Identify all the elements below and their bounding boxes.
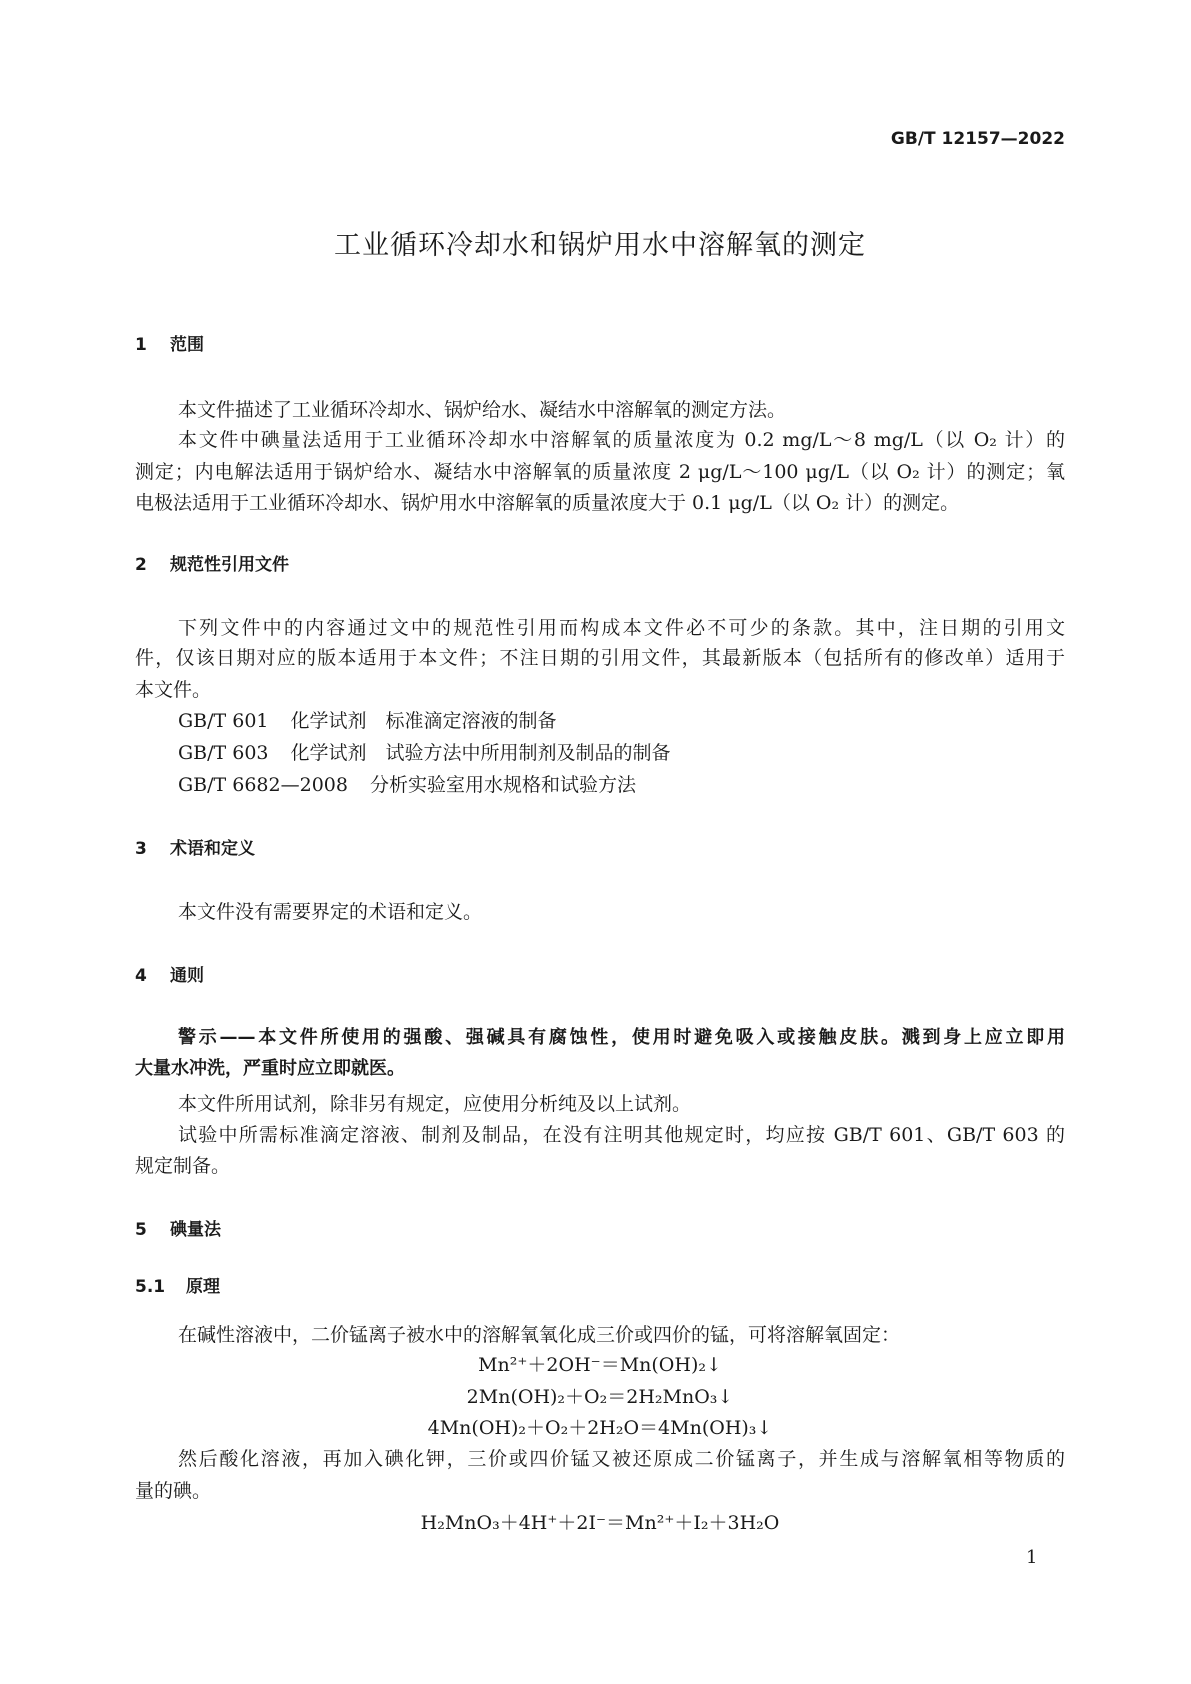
section-title: 通则 [170, 966, 204, 986]
reference-item [178, 708, 1065, 734]
paragraph-line: 在碱性溶液中，二价锰离子被水中的溶解氧氧化成三价或四价的锰，可将溶解氧固定： [178, 1324, 901, 1346]
paragraph-line: 测定；内电解法适用于锅炉给水、凝结水中溶解氧的质量浓度 2 μg/L～100 μg/L（以 O₂ 计）的测定；氧 [135, 461, 1065, 483]
chemical-equation: Mn²⁺＋2OH⁻＝Mn(OH)₂↓ [478, 1354, 722, 1376]
document-title: 工业循环冷却水和锅炉用水中溶解氧的测定 [334, 230, 866, 261]
section-heading-normative-references [135, 552, 289, 578]
section-number: 1 [135, 335, 147, 355]
section-heading-scope [135, 332, 204, 358]
paragraph-line: 下列文件中的内容通过文中的规范性引用而构成本文件必不可少的条款。其中，注日期的引用文 [178, 617, 1065, 639]
reference-title: 化学试剂 试验方法中所用制剂及制品的制备 [290, 742, 671, 764]
paragraph-line: 量的碘。 [135, 1480, 212, 1502]
reference-item [178, 772, 1065, 798]
chemical-equation: H₂MnO₃＋4H⁺＋2I⁻＝Mn²⁺＋I₂＋3H₂O [420, 1512, 780, 1534]
section-heading-iodometric-method [135, 1217, 221, 1243]
reference-item [178, 740, 1065, 766]
section-title: 规范性引用文件 [170, 555, 289, 575]
paragraph-line: 本文件描述了工业循环冷却水、锅炉给水、凝结水中溶解氧的测定方法。 [178, 399, 787, 421]
section-title: 碘量法 [170, 1220, 221, 1240]
section-title: 术语和定义 [170, 839, 255, 859]
section-number: 4 [135, 966, 147, 986]
paragraph-line: 本文件中碘量法适用于工业循环冷却水中溶解氧的质量浓度为 0.2 mg/L～8 mg/L（以 O₂ 计）的 [178, 429, 1065, 451]
paragraph-line: 本文件。 [135, 679, 212, 701]
subsection-title: 原理 [186, 1277, 220, 1297]
warning-line: 警示——本文件所使用的强酸、强碱具有腐蚀性，使用时避免吸入或接触皮肤。溅到身上应立即用 [178, 1027, 1065, 1048]
reference-code: GB/T 603 [178, 742, 269, 764]
paragraph-line: 本文件没有需要界定的术语和定义。 [178, 901, 483, 923]
reference-title: 分析实验室用水规格和试验方法 [369, 774, 636, 796]
section-number: 2 [135, 555, 147, 575]
subsection-heading-principle [135, 1274, 220, 1300]
page-number: 1 [1026, 1547, 1038, 1568]
reference-code: GB/T 6682—2008 [178, 774, 348, 796]
paragraph-line: 规定制备。 [135, 1155, 231, 1177]
subsection-number: 5.1 [135, 1277, 166, 1297]
warning-line: 大量水冲洗，严重时应立即就医。 [135, 1058, 405, 1079]
paragraph-line: 然后酸化溶液，再加入碘化钾，三价或四价锰又被还原成二价锰离子，并生成与溶解氧相等物质的 [178, 1448, 1065, 1470]
paragraph-line: 件，仅该日期对应的版本适用于本文件；不注日期的引用文件，其最新版本（包括所有的修改单）适用于 [135, 647, 1065, 669]
standard-code: GB/T 12157—2022 [890, 129, 1065, 149]
chemical-equation: 2Mn(OH)₂＋O₂＝2H₂MnO₃↓ [466, 1386, 734, 1408]
paragraph-line: 电极法适用于工业循环冷却水、锅炉用水中溶解氧的质量浓度大于 0.1 μg/L（以 O₂ 计）的测定。 [135, 492, 960, 514]
reference-code: GB/T 601 [178, 710, 269, 732]
chemical-equation: 4Mn(OH)₂＋O₂＋2H₂O＝4Mn(OH)₃↓ [427, 1417, 773, 1439]
section-number: 5 [135, 1220, 147, 1240]
paragraph-line: 试验中所需标准滴定溶液、制剂及制品，在没有注明其他规定时，均应按 GB/T 601、GB/T 603 的 [178, 1124, 1065, 1146]
reference-title: 化学试剂 标准滴定溶液的制备 [290, 710, 557, 732]
section-heading-terms [135, 836, 255, 862]
section-heading-general [135, 963, 204, 989]
paragraph-line: 本文件所用试剂，除非另有规定，应使用分析纯及以上试剂。 [178, 1093, 692, 1115]
section-title: 范围 [170, 335, 204, 355]
section-number: 3 [135, 839, 147, 859]
